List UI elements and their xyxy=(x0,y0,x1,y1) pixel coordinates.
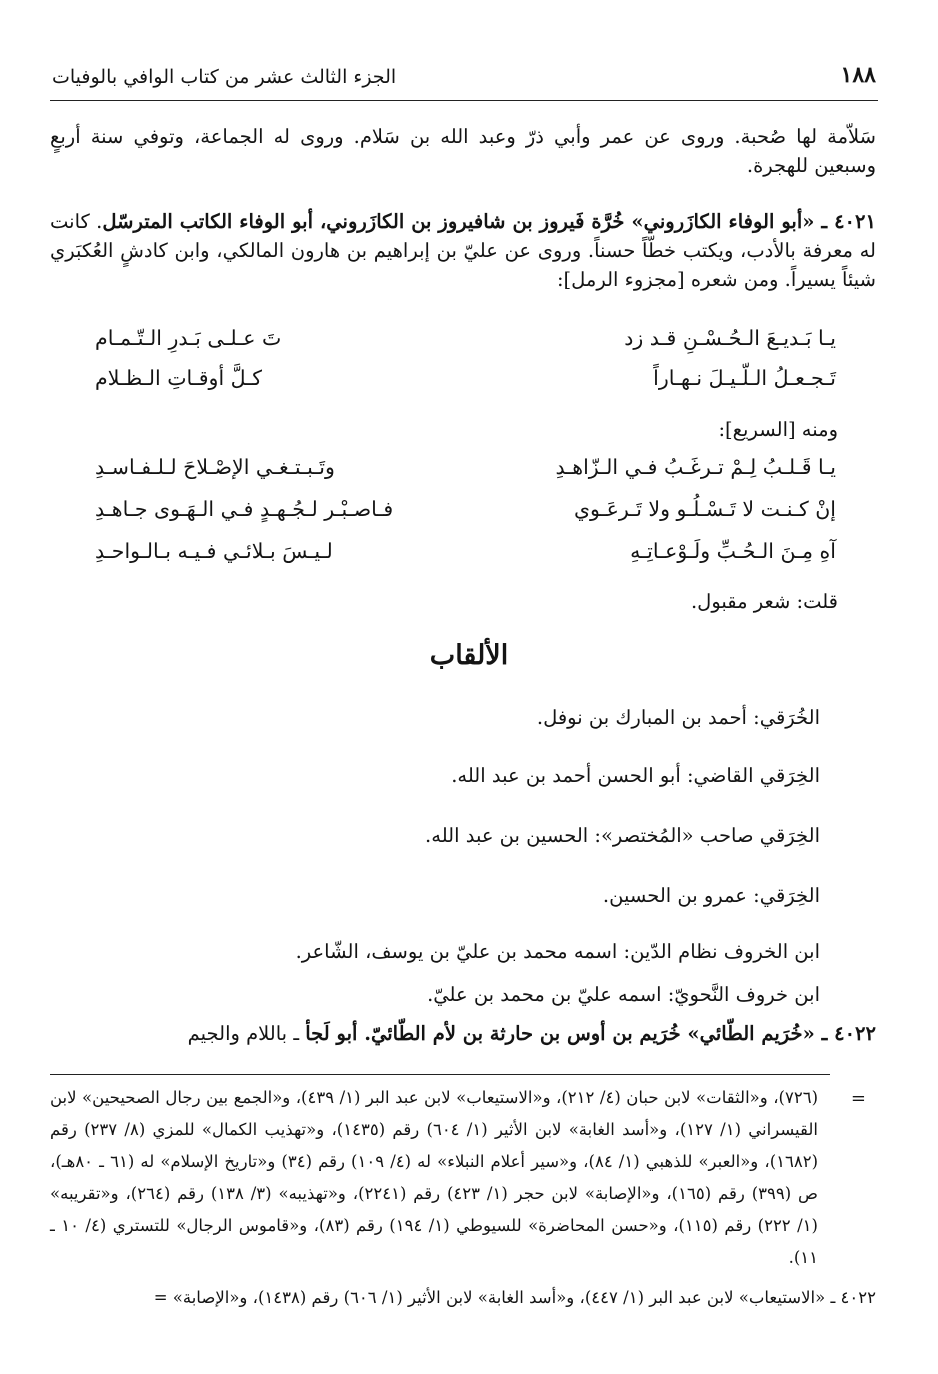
poem2-line3-left: لـيـسَ بـلائـي فـيـه بـالـواحـدِ xyxy=(95,539,333,563)
header-rule xyxy=(50,100,878,101)
page-number: ١٨٨ xyxy=(840,62,876,88)
poem1-line1-left: تَ عـلـى بَـدرِ الـتّـمـام xyxy=(95,326,282,350)
poem2-line1-left: وتَـبـتـغـي الإصْـلاحَ لـلـفـاسـدِ xyxy=(95,455,335,479)
entry-4021-heading: ٤٠٢١ ـ «أبو الوفاء الكازَروني» خُرَّة فَيروز بن شافيروز بن الكازَروني، أبو الوفاء الكاتب المترسّل xyxy=(102,210,876,233)
poem2-intro: ومنه [السريع]: xyxy=(718,418,838,441)
laqab-item-4: الخِرَقي: عمرو بن الحسين. xyxy=(602,884,820,907)
entry-4021-text: . كانت له معرفة بالأدب، ويكتب خطّاً حسناً. وروى عن عليّ بن إبراهيم بن هارون المالكي، وابن كادشٍ العُكبَري شيئاً يسيراً. ومن شعره [مجزوء الرمل]: xyxy=(50,210,876,291)
qultu-note: قلت: شعر مقبول. xyxy=(690,590,838,613)
footnote-block: (٧٢٦)، و«الثقات» لابن حبان (٤/ ٢١٢)، و«الاستيعاب» لابن عبد البر (١/ ٤٣٩)، و«الجمع بين رجال الصحيحين» لابن القيسراني (١/ ١٢٧)، و«أسد الغابة» لابن الأثير (١/ ٦٠٤) رقم (١٤٣٥)، و«تهذيب الكمال» للمزي (٨/ ٢٣٧) رقم (١٦٨٢)، و«العبر» للذهبي (١/ ٨٤)، و«سير أعلام النبلاء» له (٤/ ١٠٩) رقم (٣٤) و«تاريخ الإسلام» له (٦١ ـ ٨٠هـ)، ص (٣٩٩) رقم (١٦٥)، و«الإصابة» لابن حجر (١/ ٤٢٣) رقم (٢٢٤١)، و«تهذيبه» (٣/ ١٣٨) رقم (٢٦٤)، و«تقريبه» (١/ ٢٢٢) رقم (١١٥)، و«حسن المحاضرة» للسيوطي (١/ ١٩٤) رقم (٨٣)، و«قاموس الرجال» للتستري (٤/ ١٠ ـ ١١). xyxy=(50,1088,819,1267)
poem1-line1-right: يـا بَـديـعَ الـحُـسْـنِ قـد زد xyxy=(624,326,836,350)
entry-4022-text: ـ باللام والجيم xyxy=(187,1022,306,1045)
poem1-line2-left: كـلَّ أوقـاتِ الـظـلام xyxy=(95,366,262,390)
section-title: الألقاب xyxy=(429,640,509,671)
footnote-4022: ٤٠٢٢ ـ «الاستيعاب» لابن عبد البر (١/ ٤٤٧)، و«أسد الغابة» لابن الأثير (١/ ٦٠٦) رقم (١٤٣٨)، و«الإصابة» = xyxy=(153,1288,876,1307)
continuation-paragraph: سَلاّمة لها صُحبة. وروى عن عمر وأبي ذرّ وعبد الله بن سَلام. وروى له الجماعة، وتوفي سنة أربعٍ وسبعين للهجرة. xyxy=(50,125,876,177)
poem2-line3-right: آهِ مِـنَ الـحُـبِّ ولَـوْعـاتِـهِ xyxy=(630,539,836,563)
laqab-item-1: الخُرَقي: أحمد بن المبارك بن نوفل. xyxy=(536,706,820,729)
footnote-rule xyxy=(50,1074,830,1075)
laqab-item-2: الخِرَقي القاضي: أبو الحسن أحمد بن عبد الله. xyxy=(451,764,820,787)
poem2-line2-right: إنْ كـنـت لا تَـسْـلُـو ولا تَـرعَـوي xyxy=(574,497,836,521)
laqab-item-3: الخِرَقي صاحب «المُختصر»: الحسين بن عبد الله. xyxy=(425,824,820,847)
poem2-line2-left: فـاصـبْـر لـجُـهـدٍ فـي الـهَـوى جـاهـدِ xyxy=(95,497,394,521)
ibn-kharuf-1: ابن الخروف نظام الدّين: اسمه محمد بن عليّ بن يوسف، الشّاعر. xyxy=(295,940,820,963)
footnote-continuation-mark: = xyxy=(850,1088,866,1109)
entry-4022-heading: ٤٠٢٢ ـ «خُرَيم الطّائي» خُرَيم بن أوس بن حارثة بن لأم الطّائيّ. أبو لَجأ xyxy=(305,1022,876,1045)
running-title: الجزء الثالث عشر من كتاب الوافي بالوفيات xyxy=(52,66,397,88)
ibn-kharuf-2: ابن خروف النَّحويّ: اسمه عليّ بن محمد بن عليّ. xyxy=(427,983,820,1006)
poem2-line1-right: يـا قَـلـبُ لِـمْ تـرغَـبُ فـي الـزّاهـدِ xyxy=(555,455,836,479)
poem1-line2-right: تَـجـعـلُ الـلّـيـلَ نـهـاراً xyxy=(653,366,836,390)
entry-4022 xyxy=(50,1022,876,1045)
entry-4021 xyxy=(50,207,876,294)
